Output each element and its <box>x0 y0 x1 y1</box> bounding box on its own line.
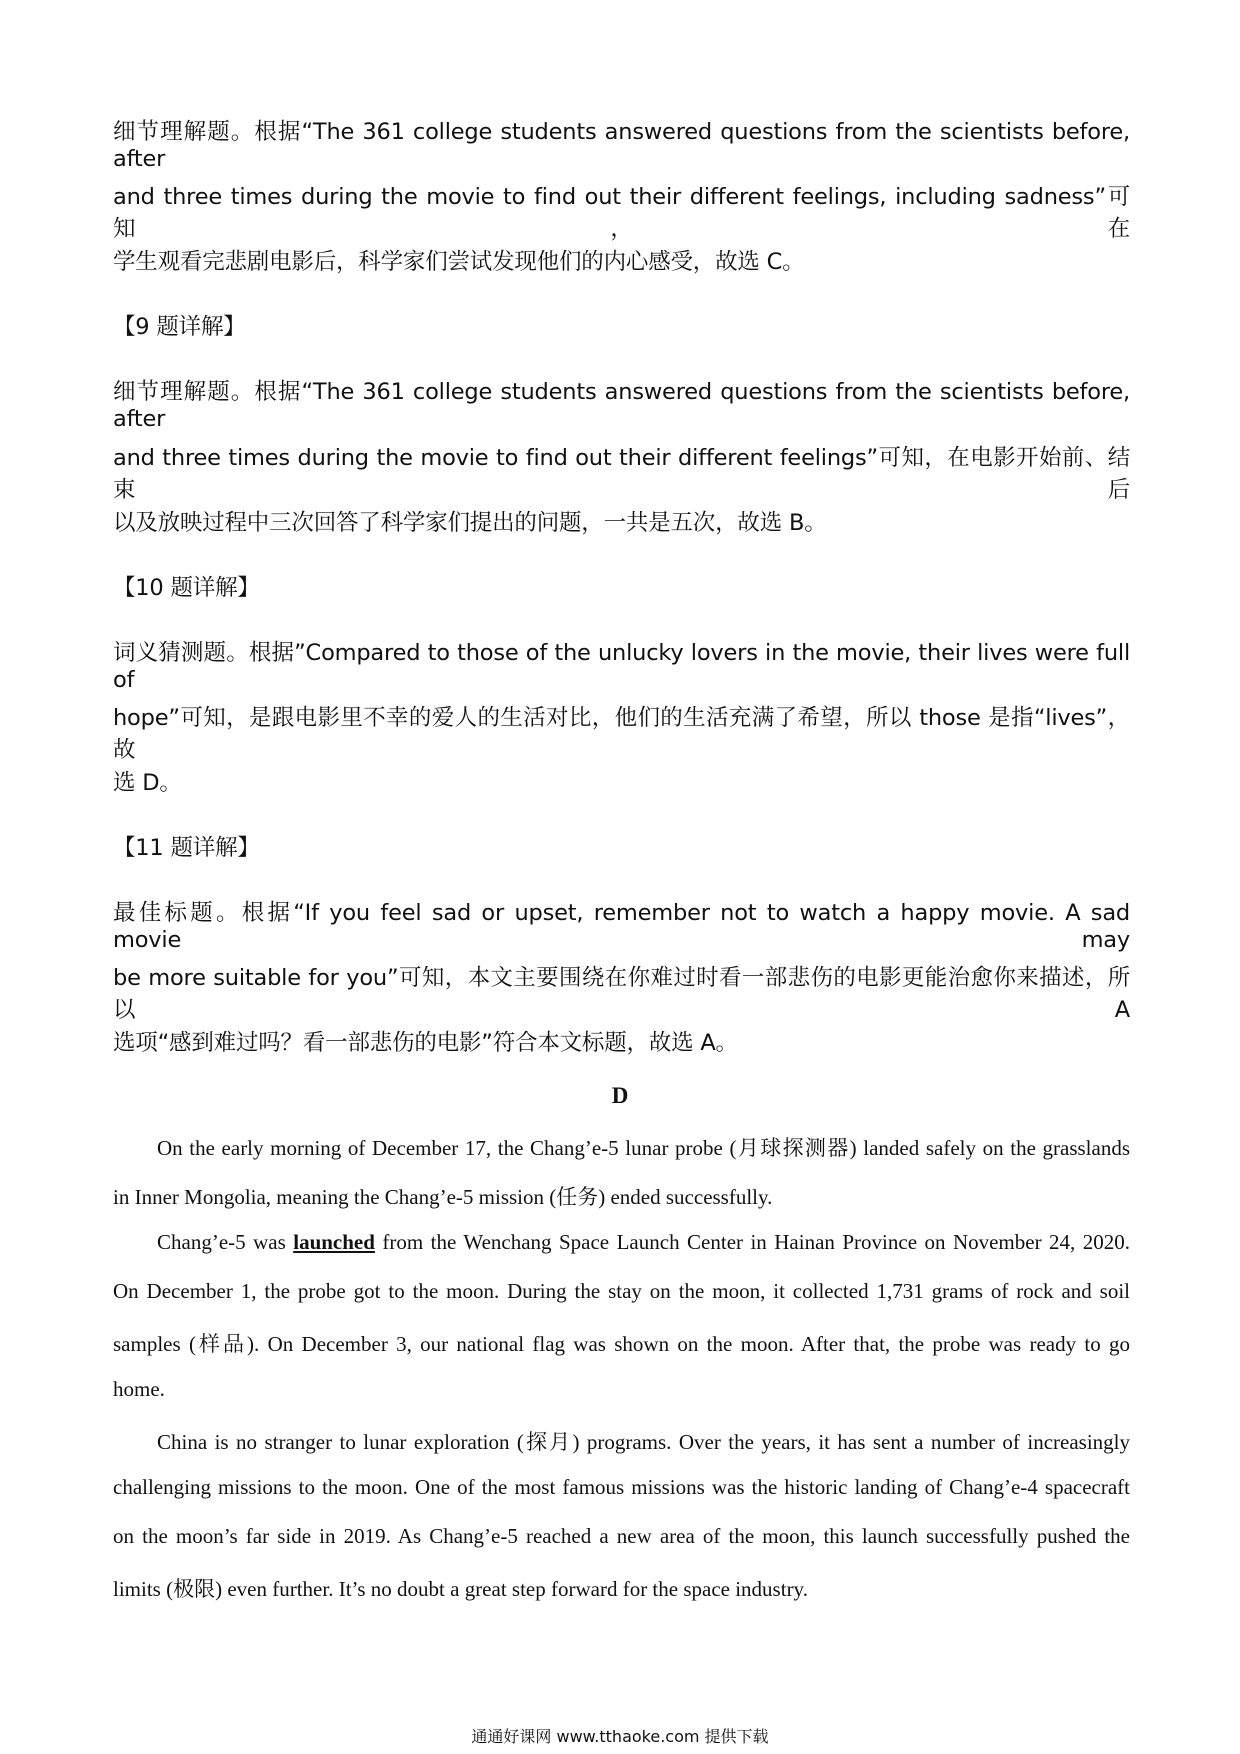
q9-explanation-line-2: and three times during the movie to find out their different feelings”可知，在电影开始前、结束后 <box>113 445 1130 503</box>
passage-d-p1-line-2: in Inner Mongolia, meaning the Chang’e-5 mission (任务) ended successfully. <box>113 1185 773 1209</box>
passage-d-title: D <box>611 1083 629 1108</box>
q8-explanation-line-3: 学生观看完悲剧电影后，科学家们尝试发现他们的内心感受，故选 C。 <box>113 249 805 275</box>
passage-d-p3-line-2: challenging missions to the moon. One of the most famous missions was the historic landing of Chang’e-4 spacecraft <box>113 1475 1130 1499</box>
q10-explanation-line-3: 选 D。 <box>113 770 182 796</box>
q11-heading: 【11 题详解】 <box>113 835 260 861</box>
q9-explanation-line-1: 细节理解题。根据“The 361 college students answered questions from the scientists before, after <box>113 379 1130 432</box>
q11-explanation-line-3: 选项“感到难过吗？看一部悲伤的电影”符合本文标题，故选 A。 <box>113 1030 738 1056</box>
passage-d-p3-line-4: limits (极限) even further. It’s no doubt a great step forward for the space industry. <box>113 1577 808 1601</box>
q8-explanation-line-2: and three times during the movie to find out their different feelings, including sadness”可知，在 <box>113 184 1130 242</box>
keyword-launched: launched <box>293 1230 375 1254</box>
passage-d-p2-line-4: home. <box>113 1377 165 1401</box>
footer-download-notice: 通通好课网 www.tthaoke.com 提供下载 <box>471 1727 769 1746</box>
q10-explanation-line-2: hope”可知，是跟电影里不幸的爱人的生活对比，他们的生活充满了希望，所以 those 是指“lives”，故 <box>113 705 1130 763</box>
q8-explanation-line-1: 细节理解题。根据“The 361 college students answered questions from the scientists before, after <box>113 119 1130 172</box>
q10-heading: 【10 题详解】 <box>113 575 260 601</box>
q9-explanation-line-3: 以及放映过程中三次回答了科学家们提出的问题，一共是五次，故选 B。 <box>113 510 827 536</box>
q10-explanation-line-1: 词义猜测题。根据”Compared to those of the unlucky lovers in the movie, their lives were full of <box>113 640 1130 693</box>
passage-d-p2-line-3: samples (样品). On December 3, our national flag was shown on the moon. After that, the probe was ready to go <box>113 1332 1130 1356</box>
q11-explanation-line-2: be more suitable for you”可知，本文主要围绕在你难过时看一部悲伤的电影更能治愈你来描述，所以 A <box>113 965 1130 1023</box>
passage-d-p3-line-3: on the moon’s far side in 2019. As Chang’e-5 reached a new area of the moon, this launch successfully pushed the <box>113 1524 1130 1548</box>
passage-d-p2-line-1 <box>157 1230 1130 1255</box>
passage-d-p2-line-1-end: from the Wenchang Space Launch Center in Hainan Province on November 24, 2020. <box>374 1230 1131 1254</box>
q9-heading: 【9 题详解】 <box>113 314 246 340</box>
passage-d-p2-line-2: On December 1, the probe got to the moon. During the stay on the moon, it collected 1,731 grams of rock and soil <box>113 1279 1130 1303</box>
passage-d-p3-line-1: China is no stranger to lunar exploration (探月) programs. Over the years, it has sent a number of increasingly <box>157 1430 1130 1454</box>
passage-d-p1-line-1: On the early morning of December 17, the Chang’e-5 lunar probe (月球探测器) landed safely on the grasslands <box>157 1136 1130 1160</box>
q11-explanation-line-1: 最佳标题。根据“If you feel sad or upset, remember not to watch a happy movie. A sad movie may <box>113 900 1130 953</box>
passage-d-p2-line-1-start: Chang’e-5 was <box>157 1230 294 1254</box>
